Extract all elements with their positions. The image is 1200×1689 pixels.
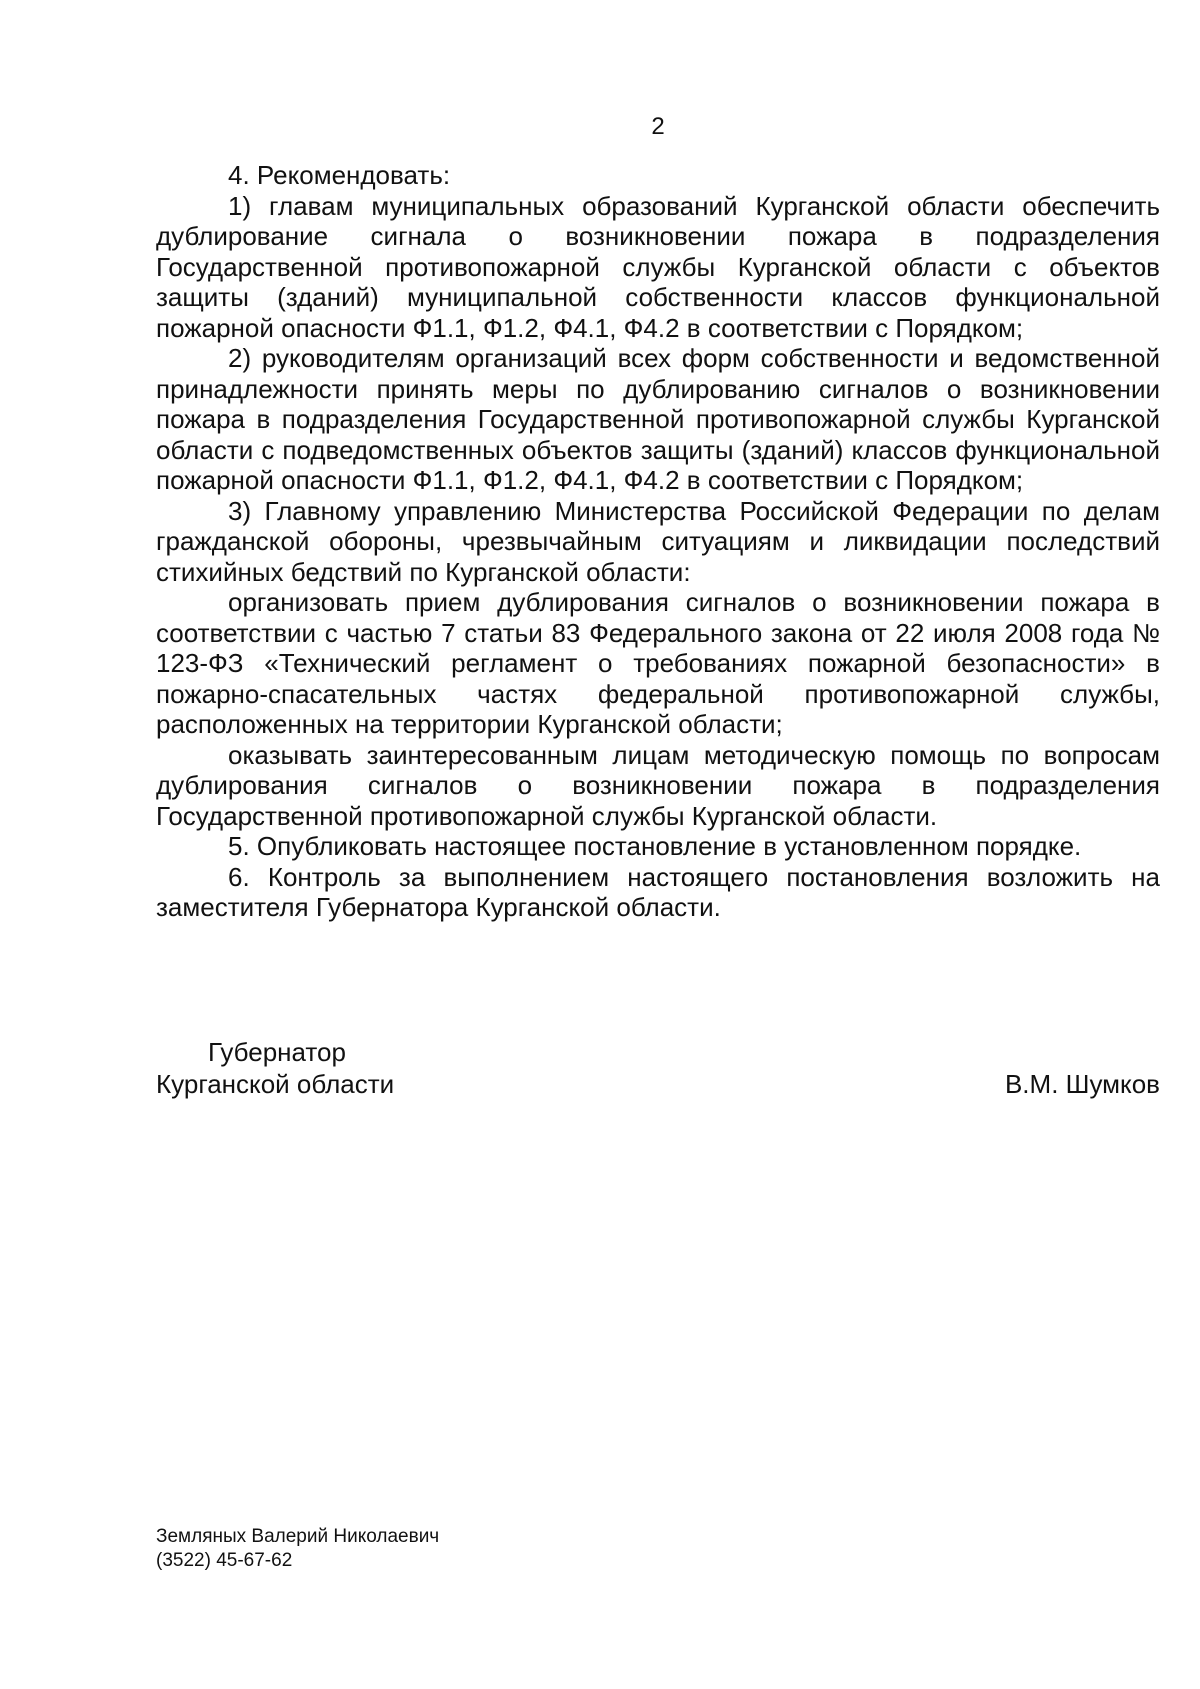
page-number: 2 [651,113,665,140]
contact-phone: (3522) 45-67-62 [156,1550,293,1571]
signature-row [156,1068,1160,1100]
paragraph-control: 6. Контроль за выполнением настоящего постановления возложить на заместителя Губернатора Курганской области. [156,861,1160,922]
signature-block [156,1036,1160,1100]
signature-title: Губернатор [208,1037,346,1067]
paragraph-publish: 5. Опубликовать настоящее постановление в установленном порядке. [228,831,1082,861]
signature-name: В.М. Шумков [1004,1069,1160,1099]
paragraph-item-1: 1) главам муниципальных образований Курганской области обеспечить дублирование сигнала о возникновении пожара в подразделения Государственной противопожарной службы Курганской области с объектов защиты (зданий) муниципальной собственности классов функциональной пожарной опасности Ф1.1, Ф1.2, Ф4.1, Ф4.2 в соответствии с Порядком; [156,190,1160,343]
signature-region: Курганской области [156,1069,395,1099]
document-body [156,160,1160,923]
paragraph-item-2: 2) руководителям организаций всех форм собственности и ведомственной принадлежности принять меры по дублированию сигналов о возникновении пожара в подразделения Государственной противопожарной службы Курганской области с подведомственных объектов защиты (зданий) классов функциональной пожарной опасности Ф1.1, Ф1.2, Ф4.1, Ф4.2 в соответствии с Порядком; [156,343,1160,495]
paragraph-item-3: 3) Главному управлению Министерства Российской Федерации по делам гражданской обороны, чрезвычайным ситуациям и ликвидации последствий стихийных бедствий по Курганской области: [156,495,1160,587]
paragraph-recommend: 4. Рекомендовать: [228,160,451,190]
footer-contact [156,1525,439,1573]
paragraph-item-3-assist: оказывать заинтересованным лицам методическую помощь по вопросам дублирования сигналов о возникновении пожара в подразделения Государственной противопожарной службы Курганской области. [156,739,1160,831]
contact-name: Земляных Валерий Николаевич [156,1526,440,1547]
paragraph-item-3-organize: организовать прием дублирования сигналов о возникновении пожара в соответствии с частью 7 статьи 83 Федерального закона от 22 июля 2008 года № 123-ФЗ «Технический регламент о требованиях пожарной безопасности» в пожарно-спасательных частях федеральной противопожарной службы, расположенных на территории Курганской области; [156,587,1160,739]
